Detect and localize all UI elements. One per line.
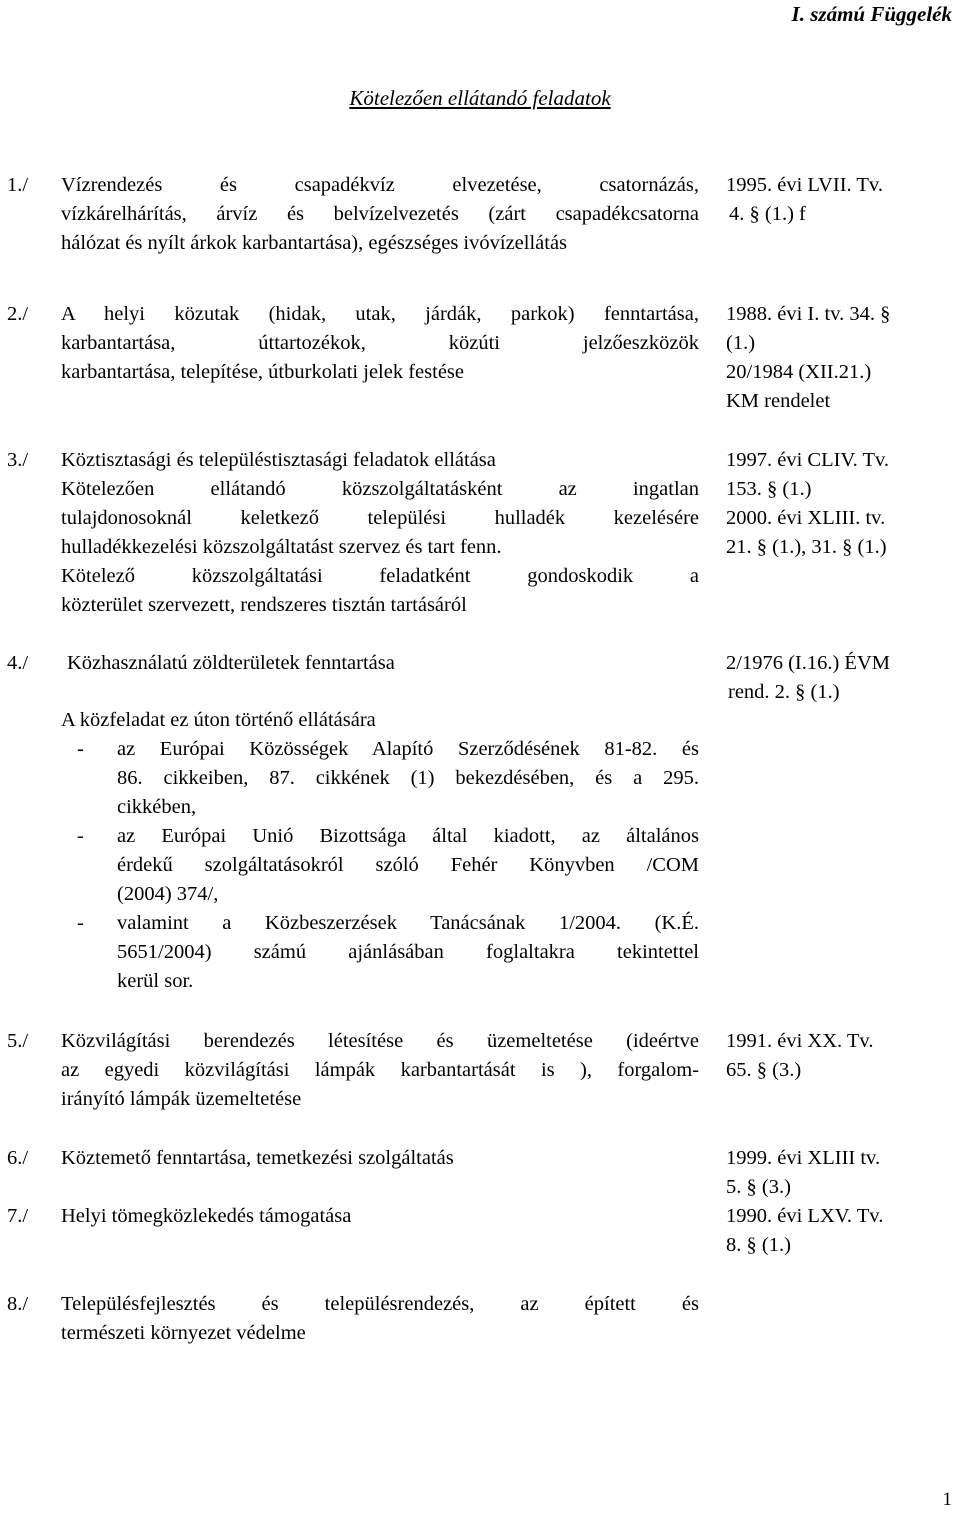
bullet-line: kerül sor. [117, 970, 194, 992]
reference-line: 1991. évi XX. Tv. [726, 1030, 874, 1052]
item-text-line: az egyedi közvilágítási lámpák karbantartását is ), forgalom- [61, 1059, 699, 1081]
reference-line: 5. § (3.) [726, 1176, 791, 1198]
item-number: 8./ [7, 1293, 29, 1315]
subsection-intro: A közfeladat ez úton történő ellátására [61, 709, 376, 731]
reference-line: 1990. évi LXV. Tv. [726, 1205, 884, 1227]
reference-line: 1997. évi CLIV. Tv. [726, 449, 890, 471]
reference-line: 2/1976 (I.16.) ÉVM [726, 652, 890, 674]
bullet-line: valamint a Közbeszerzések Tanácsának 1/2004. (K.É. [117, 912, 699, 934]
item-text-line: Köztisztasági és településtisztasági feladatok ellátása [61, 449, 496, 471]
item-number: 4./ [7, 652, 29, 674]
reference-line: 2000. évi XLIII. tv. [726, 507, 886, 529]
item-text-line: Településfejlesztés és településrendezés, az épített és [61, 1293, 699, 1315]
page-number: 1 [942, 1489, 952, 1510]
reference-line: 21. § (1.), 31. § (1.) [726, 536, 887, 558]
item-text-line: tulajdonosoknál keletkező települési hulladék kezelésére [61, 507, 699, 529]
bullet-line: az Európai Unió Bizottsága által kiadott, az általános [117, 825, 699, 847]
bullet-dash: - [77, 738, 84, 760]
item-text-line: karbantartása, úttartozékok, közúti jelzőeszközök [61, 332, 699, 354]
reference-line: 65. § (3.) [726, 1059, 802, 1081]
item-text-line: természeti környezet védelme [61, 1322, 306, 1344]
reference-line: 1995. évi LVII. Tv. [726, 174, 883, 196]
legal-reference [726, 171, 956, 229]
item-text-line: Kötelező közszolgáltatási feladatként gondoskodik a [61, 565, 699, 587]
item-text-line: Köztemető fenntartása, temetkezési szolgáltatás [61, 1147, 454, 1169]
bullet-line: érdekű szolgáltatásokról szóló Fehér Könyvben /COM [117, 854, 699, 876]
item-text-line: Vízrendezés és csapadékvíz elvezetése, csatornázás, [61, 174, 699, 196]
item-number: 5./ [7, 1030, 29, 1052]
bullet-item [61, 735, 699, 822]
reference-line: (1.) [726, 332, 756, 354]
legal-reference [726, 1027, 956, 1085]
item-text [61, 1202, 699, 1231]
item-number: 7./ [7, 1205, 29, 1227]
legal-reference [726, 1202, 956, 1260]
bullet-line: 86. cikkeiben, 87. cikkének (1) bekezdésében, és a 295. [117, 767, 699, 789]
item-text [61, 446, 699, 620]
reference-line: 1988. évi I. tv. 34. § [726, 303, 891, 325]
bullet-line: (2004) 374/, [117, 883, 219, 905]
item-text [61, 1027, 699, 1114]
item-text [61, 1290, 699, 1348]
bullet-item [61, 822, 699, 909]
item-text-line: vízkárelhárítás, árvíz és belvízelvezetés (zárt csapadékcsatorna [61, 203, 699, 225]
item-text-line: Közhasználatú zöldterületek fenntartása [67, 652, 395, 674]
reference-line: 20/1984 (XII.21.) [726, 361, 872, 383]
item-text [61, 1144, 699, 1173]
reference-line: KM rendelet [726, 390, 831, 412]
reference-line: 1999. évi XLIII tv. [726, 1147, 881, 1169]
reference-line: 153. § (1.) [726, 478, 812, 500]
item-text-line: hálózat és nyílt árkok karbantartása), egészséges ivóvízellátás [61, 232, 568, 254]
item-number: 1./ [7, 174, 29, 196]
item-text [61, 171, 699, 258]
item-text-line: hulladékkezelési közszolgáltatást szervez és tart fenn. [61, 536, 502, 558]
item-number: 6./ [7, 1147, 29, 1169]
bullet-item [61, 909, 699, 996]
reference-line: 4. § (1.) f [729, 203, 806, 225]
bullet-line: 5651/2004) számú ajánlásában foglaltakra tekintettel [117, 941, 699, 963]
item-text-line: Helyi tömegközlekedés támogatása [61, 1205, 352, 1227]
legal-reference [726, 649, 956, 707]
bullet-dash: - [77, 912, 84, 934]
legal-reference [726, 300, 956, 416]
item-number: 3./ [7, 449, 29, 471]
bullet-line: cikkében, [117, 796, 197, 818]
bullet-dash: - [77, 825, 84, 847]
item-text [61, 300, 699, 387]
legal-reference [726, 446, 956, 562]
page-title: Kötelezően ellátandó feladatok [349, 86, 611, 110]
legal-reference [726, 1144, 956, 1202]
item-text-line: irányító lámpák üzemeltetése [61, 1088, 302, 1110]
item-text-line: A helyi közutak (hidak, utak, járdák, parkok) fenntartása, [61, 303, 699, 325]
item-number: 2./ [7, 303, 29, 325]
item-text-line: közterület szervezett, rendszeres tisztán tartásáról [61, 594, 467, 616]
reference-line: rend. 2. § (1.) [728, 681, 840, 703]
item-text [61, 649, 699, 996]
reference-line: 8. § (1.) [726, 1234, 791, 1256]
item-text-line: Kötelezően ellátandó közszolgáltatásként az ingatlan [61, 478, 699, 500]
bullet-line: az Európai Közösségek Alapító Szerződésének 81-82. és [117, 738, 699, 760]
appendix-label: I. számú Függelék [791, 2, 952, 26]
item-text-line: Közvilágítási berendezés létesítése és üzemeltetése (ideértve [61, 1030, 699, 1052]
item-text-line: karbantartása, telepítése, útburkolati jelek festése [61, 361, 464, 383]
